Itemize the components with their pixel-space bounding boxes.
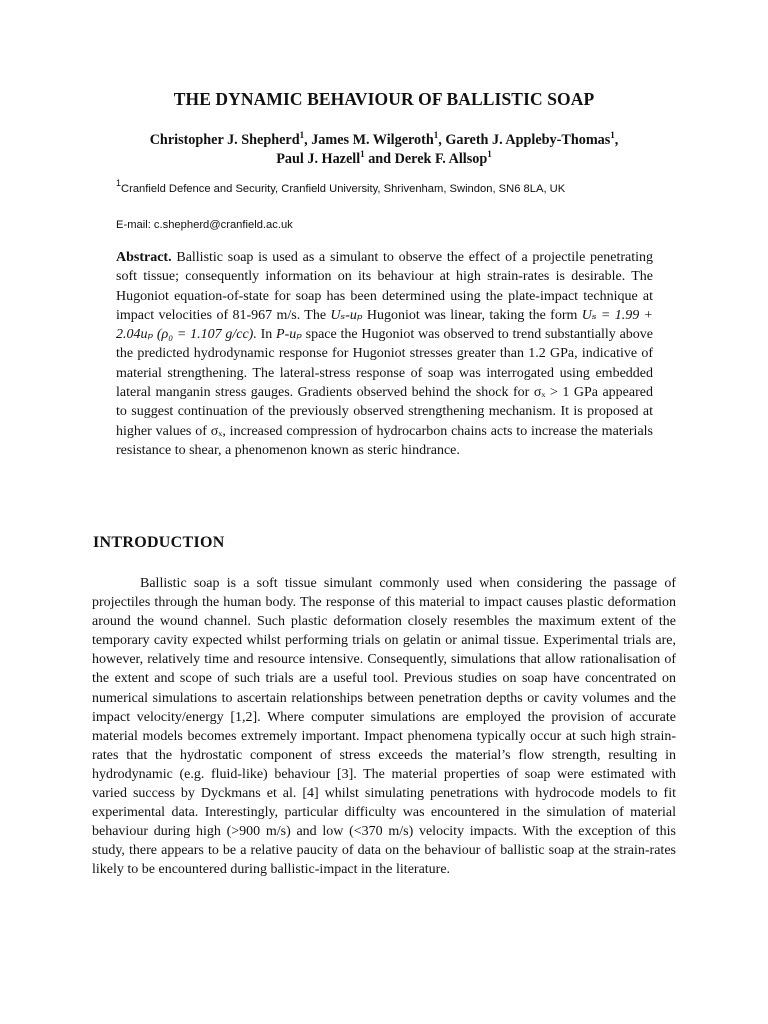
- abstract-text: Hugoniot was linear, taking the form: [362, 307, 582, 323]
- contact-email: E-mail: c.shepherd@cranfield.ac.uk: [116, 219, 293, 231]
- abstract: [116, 248, 653, 460]
- author-line-1: [90, 131, 678, 150]
- author-affiliation-mark: 1: [360, 149, 365, 159]
- author-line-2: [90, 150, 678, 169]
- author-name: James M. Wilgeroth: [311, 132, 434, 148]
- author-affiliation-mark: 1: [610, 130, 615, 140]
- author-name: Gareth J. Appleby-Thomas: [445, 132, 611, 148]
- abstract-variable: Uₛ-uₚ: [330, 307, 363, 323]
- author-list: [90, 131, 678, 169]
- author-name: Derek F. Allsop: [394, 151, 488, 167]
- abstract-label: Abstract.: [116, 250, 172, 265]
- affiliation-text: Cranfield Defence and Security, Cranfield University, Shrivenham, Swindon, SN6 8LA, UK: [121, 183, 566, 195]
- author-affiliation-mark: 1: [299, 130, 305, 140]
- abstract-text: space the Hugoniot was observed to trend substantially above the predicted hydrodynamic response for Hugoniot stresses greater than 1.2 GPa, indicative of material strengthening. The lateral-stress response of soap was interrogated using embedded lateral manganin stress gauges. Gradients observed behind the shock for σₓ > 1 GPa appeared to suggest continuation of the previously observed strengthening mechanism. It is proposed at higher values of σₓ, increased compression of hydrocarbon chains acts to increase the materials resistance to shear, a phenomenon known as steric hindrance.: [116, 327, 653, 458]
- author-separator: and: [364, 151, 395, 167]
- affiliation: [116, 178, 566, 195]
- hugoniot-equation: Uₛ = 1.99 + 2.04uₚ (ρ₀ = 1.107 g/cc).: [116, 307, 654, 343]
- author-separator: ,: [614, 132, 619, 148]
- abstract-text: In: [256, 327, 277, 343]
- abstract-text: Ballistic soap is used as a simulant to observe the effect of a projectile penetrating soft tissue; consequently information on its behaviour at high strain-rates is desirable. The Hugoniot equation-of-state for soap has been determined using the plate-impact technique at impact velocities of 81-967 m/s. The: [116, 250, 653, 323]
- section-heading: INTRODUCTION: [93, 534, 225, 551]
- abstract-variable: P-uₚ: [276, 327, 302, 343]
- intro-paragraph: Ballistic soap is a soft tissue simulant commonly used when considering the passage of projectiles through the human body. The response of this material to impact causes plastic deformation around the wound channel. Such plastic deformation closely resembles the maximum extent of the temporary cavity expected whilst performing trials on gelatin or animal tissue. Experimental trials are, however, relatively time and resource intensive. Consequently, simulations that allow rationalisation of the extent and scope of such trials are a useful tool. Previous studies on soap have concentrated on numerical simulations to ascertain relationships between penetration depths or cavity volumes and the impact velocity/energy [1,2]. Where computer simulations are employed the provision of accurate material models becomes extremely important. Impact phenomena typically occur at such high strain-rates that the hydrostatic component of stress exceeds the material’s flow strength, resulting in hydrodynamic (e.g. fluid-like) behaviour [3]. The material properties of soap were estimated with varied success by Dyckmans et al. [4] whilst simulating penetrations with hydrocode models to fit experimental data. Interestingly, particular difficulty was encountered in the simulation of material behaviour during high (>900 m/s) and low (<370 m/s) velocity impacts. With the exception of this study, there appears to be a relative paucity of data on the behaviour of ballistic soap at the strain-rates likely to be encountered during ballistic-impact in the literature.: [92, 576, 676, 878]
- affiliation-mark: 1: [116, 178, 122, 188]
- paper-title: THE DYNAMIC BEHAVIOUR OF BALLISTIC SOAP: [173, 89, 595, 109]
- author-separator: ,: [304, 132, 312, 148]
- author-name: Christopher J. Shepherd: [149, 132, 300, 148]
- author-affiliation-mark: 1: [433, 130, 439, 140]
- author-name: Paul J. Hazell: [276, 151, 361, 167]
- author-affiliation-mark: 1: [487, 149, 492, 159]
- author-separator: ,: [438, 132, 446, 148]
